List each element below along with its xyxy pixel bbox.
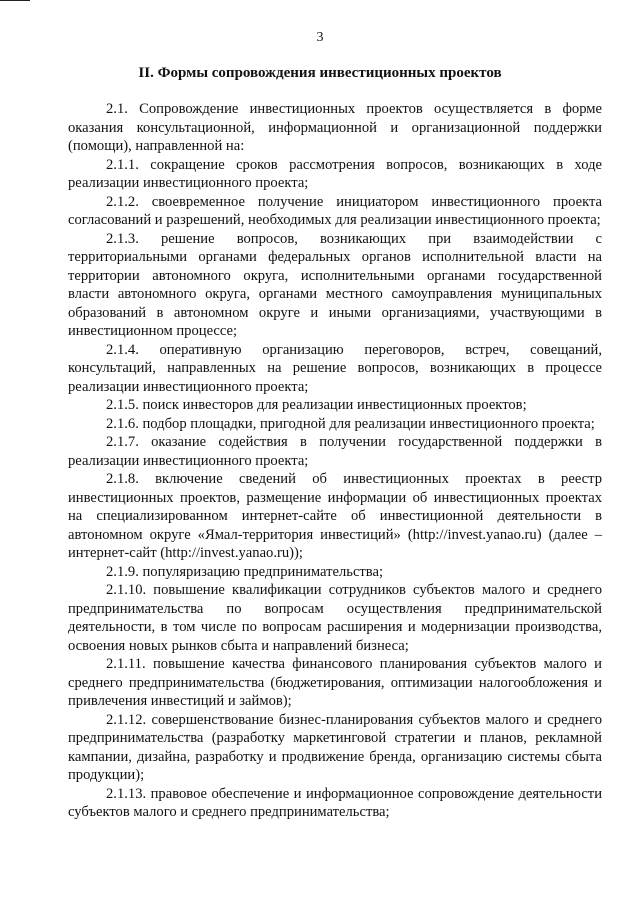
paragraph-2-1-3: 2.1.3. решение вопросов, возникающих при взаимодействии с территориальными органами федеральных органов исполнительной власти на территории автономного округа, исполнительными органами государственной власти автономного округа, органами местного самоуправления муниципальных образований в автономном округе и иными организациями, участвующими в инвестиционном процессе; — [68, 230, 602, 339]
paragraph-2-1-9: 2.1.9. популяризацию предпринимательства; — [106, 563, 384, 580]
paragraph-2-1-4: 2.1.4. оперативную организацию переговоров, встреч, совещаний, консультаций, направленных на решение вопросов, возникающих в процессе реализации инвестиционного проекта; — [68, 341, 602, 395]
paragraph-2-1-1: 2.1.1. сокращение сроков рассмотрения вопросов, возникающих в ходе реализации инвестиционного проекта; — [68, 156, 602, 191]
paragraph-2-1-7: 2.1.7. оказание содействия в получении государственной поддержки в реализации инвестиционного проекта; — [68, 434, 602, 469]
paragraph-2-1-10: 2.1.10. повышение квалификации сотрудников субъектов малого и среднего предпринимательства по вопросам осуществления предпринимательской деятельности, в том числе по вопросам расширения и модернизации производства, освоения новых рынков сбыта и направлений бизнеса; — [68, 582, 602, 654]
paragraph-2-1-8: 2.1.8. включение сведений об инвестиционных проектах в реестр инвестиционных проектов, размещение информации об инвестиционных проектах на специализированном интернет-сайте об инвестиционной деятельности в автономном округе «Ямал-территория инвестиций» (http://invest.yanao.ru) (далее – интернет-сайт (http://invest.yanao.ru)); — [68, 471, 602, 561]
paragraph-2-1-12: 2.1.12. совершенствование бизнес-планирования субъектов малого и среднего предпринимательства (разработку маркетинговой стратегии и планов, рекламной кампании, дизайна, разработку и продвижение бренда, организацию системы сбыта продукции); — [68, 711, 602, 783]
paragraph-2-1: 2.1. Сопровождение инвестиционных проектов осуществляется в форме оказания консультационной, информационной и организационной поддержки (помощи), направленной на: — [68, 101, 602, 154]
paragraph-2-1-5: 2.1.5. поиск инвесторов для реализации инвестиционных проектов; — [106, 397, 527, 413]
page-number: 3 — [316, 30, 324, 45]
paragraph-2-1-2: 2.1.2. своевременное получение инициатором инвестиционного проекта согласований и разрешений, необходимых для реализации инвестиционного проекта; — [68, 193, 602, 228]
paragraph-2-1-6: 2.1.6. подбор площадки, пригодной для реализации инвестиционного проекта; — [106, 415, 595, 432]
paragraph-2-1-13: 2.1.13. правовое обеспечение и информационное сопровождение деятельности субъектов малого и среднего предпринимательства; — [68, 785, 602, 820]
section-heading: II. Формы сопровождения инвестиционных проектов — [138, 65, 502, 81]
corner-mark — [0, 0, 30, 1]
paragraph-2-1-11: 2.1.11. повышение качества финансового планирования субъектов малого и среднего предпринимательства (бюджетирования, оптимизации налогообложения и привлечения инвестиций и займов); — [68, 656, 602, 709]
document-body — [68, 100, 602, 822]
